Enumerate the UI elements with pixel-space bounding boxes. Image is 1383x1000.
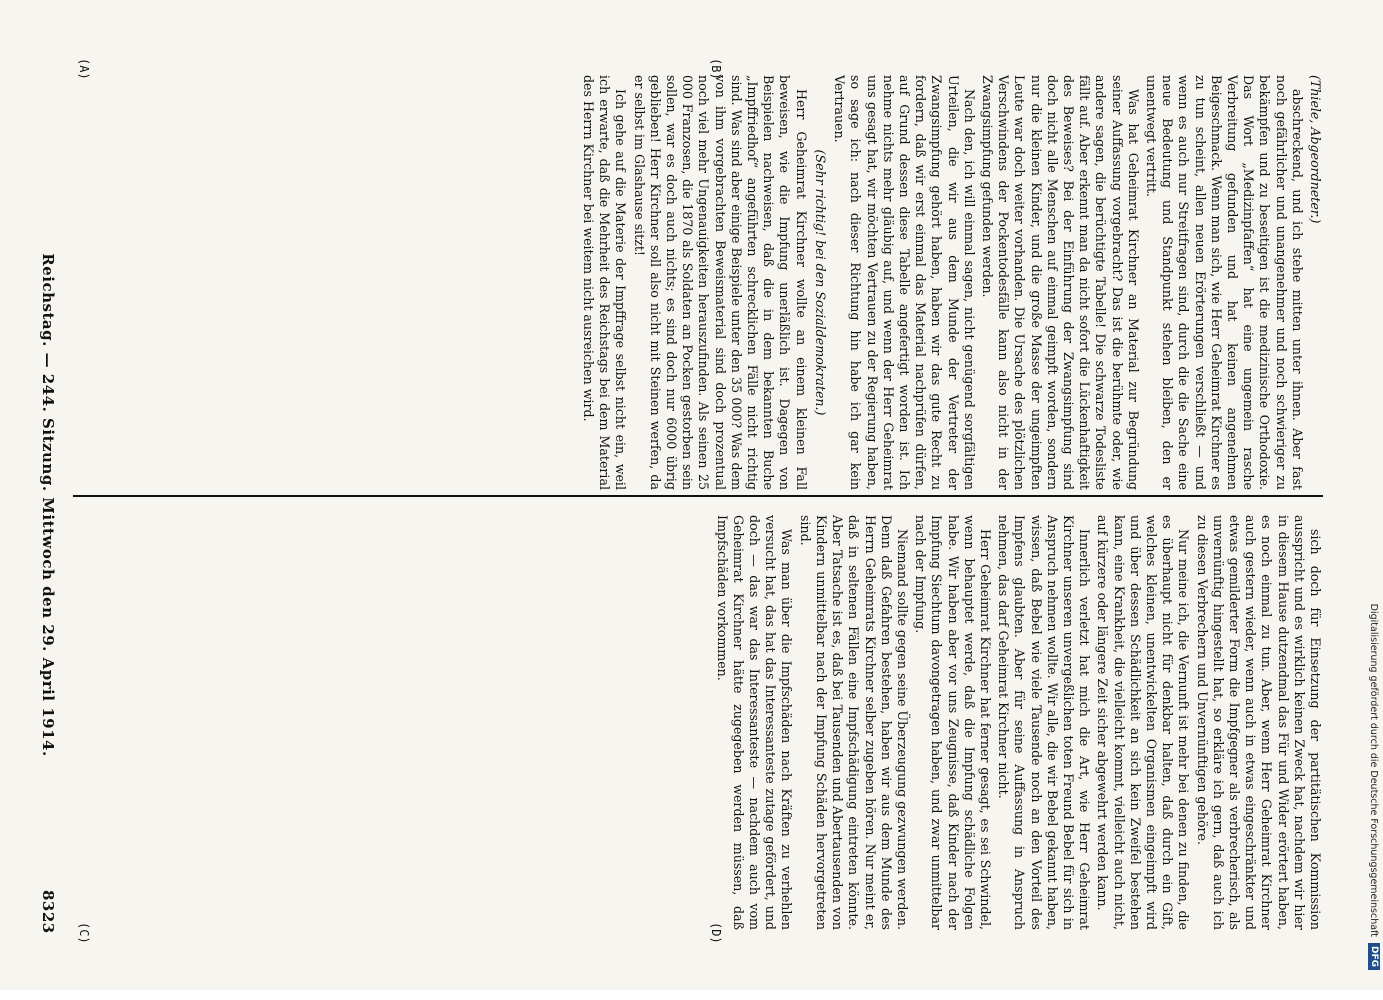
paragraph: Was hat Geheimrat Kirchner an Material zur Begründung seiner Auffassung vorgebracht? Das ist die berühmte oder, wie andere sagen, die berüchtigte Tabelle! Die schwarze Todesliste fällt auf. Aber erkennt man da nicht sofort die Lückenhaftigkeit des Beweises? Bei der Einführung der Zwangsimpfung sind doch nicht alle Menschen auf einmal geimpft worden, sondern nur die kleinen Kinder, und die große Masse der ungeimpften Leute war doch weiter vorhanden. Die Ursache des plötzlichen Verschwindens der Pockentodesfälle kann also nicht in der Zwangsimpfung gefunden werden. bbox=[979, 75, 1141, 490]
paragraph: Innerlich verletzt hat mich die Art, wie Herr Geheimrat Kirchner unseren unvergeßlichen toten Freund Bebel für sich in Anspruch nehmen wollte. Wir alle, die wir Bebel gekannt haben, wissen, daß Bebel wie viele Tausende noch an den Vorteil des Impfens glaubten. Aber für seine Auffassung in Anspruch nehmen, das darf Geheimrat Kirchner nicht. bbox=[996, 515, 1093, 930]
dfg-logo: DFG bbox=[1368, 943, 1380, 970]
margin-marker-a: (A) bbox=[77, 58, 91, 80]
left-column bbox=[73, 75, 1323, 490]
digitization-credit bbox=[1365, 0, 1383, 990]
interjection: (Sehr richtig! bei den Sozialdemokraten.) bbox=[812, 149, 828, 416]
paragraph: sich doch für Einsetzung der partitätischen Kommission ausspricht und es wirklich keinen Zweck hat, nachdem wir hier in diesem Hause dutzendmal das Für und Wider erörtert haben, es noch einmal zu tun. Aber, wenn Herr Geheimrat Kirchner auch gestern wieder, wenn auch in etwas eingeschränkter und etwas gemilderter Form die Impfgegner als verbrecherisch, als unvernünftig hingestellt hat, so erkläre ich gern, daß auch ich zu diesen Verbrechern und Unvernünftigen gehöre. bbox=[1194, 515, 1323, 930]
paragraph: Niemand sollte gegen seine Überzeugung gezwungen werden. Denn daß Gefahren bestehen, haben wir aus dem Munde des Herrn Geheimrats Kirchner selber zugeben hören. Nur meint er, daß in seltenen Fällen eine Impfschädigung eintreten könnte. Aber Tatsache ist es, daß bei Tausenden und Abertausenden von Kindern unmittelbar nach der Impfung Schäden hervorgetreten sind. bbox=[797, 515, 910, 930]
column-divider bbox=[73, 495, 1323, 497]
page-header bbox=[33, 60, 63, 950]
paragraph: Nach den, ich will einmal sagen, nicht genügend sorgfältigen Urteilen, die wir aus dem Munde der Vertreter der Zwangsimpfung gehört haben, haben wir das gute Recht zu fordern, daß wir erst einmal das Material nachprüfen dürfen, auf Grund dessen diese Tabelle angefertigt worden ist. Ich nehme nichts mehr gläubig auf, und wenn der Herr Geheimrat uns gesagt hat, wir möchten Vertrauen zu der Regierung haben, so sage ich: nach dieser Richtung hin habe ich gar kein Vertrauen. bbox=[832, 75, 977, 490]
speaker-label: (Thiele, Abgeordneter.) bbox=[1308, 75, 1323, 224]
right-column bbox=[73, 515, 1323, 930]
margin-marker-c: (C) bbox=[77, 922, 91, 944]
margin-marker-b: (B) bbox=[709, 58, 723, 80]
credit-text: Digitalisierung gefördert durch die Deutsche Forschungsgemeinschaft bbox=[1368, 603, 1380, 937]
paragraph: abschreckend, und ich stehe mitten unter ihnen. Aber fast noch gefährlicher und unangenehmer und noch schwieriger zu bekämpfen und zu beseitigen ist die medizinische Orthodoxie. Das Wort „Medizinpfaffen“ hat eine ungemein rasche Verbreitung gefunden und hat keinen angenehmen Beigeschmack. Wenn man sich, wie Herr Geheimrat Kirchner es zu tun scheint, allen neuen Erörterungen verschließt — und wenn es auch nur Streitfragen sind, durch die die Sache eine neue Bedeutung und Standpunkt stehen bleiben, den er unentwegt vertritt. bbox=[1143, 75, 1305, 490]
margin-marker-d: (D) bbox=[709, 922, 723, 944]
header-title: Reichstag. — 244. Sitzung. Mittwoch den 29. April 1914. bbox=[39, 253, 57, 757]
paragraph: Herr Geheimrat Kirchner hat ferner gesagt, es sei Schwindel, wenn behauptet werde, daß die Impfung schädliche Folgen habe. Wir haben aber vor uns Zeugnisse, daß Kinder nach der Impfung Siechtum davongetragen haben, und zwar unmittelbar nach der Impfung. bbox=[913, 515, 993, 930]
paragraph: Nur meine ich, die Vernunft ist mehr bei denen zu finden, die es überhaupt nicht für denkbar halten, daß durch ein Gift, welches kleinen, unentwickelten Organismen eingeimpft wird und über dessen Schädlichkeit an sich kein Zweifel bestehen kann, eine Krankheit, die vielleicht kommt, vielleicht auch nicht, auf kürzere oder längere Zeit sicher abgewehrt werden kann. bbox=[1095, 515, 1192, 930]
page-number: 8323 bbox=[39, 890, 57, 934]
paragraph: Herr Geheimrat Kirchner wollte an einem kleinen Fall beweisen, wie die Impfung unerläßlich ist. Dagegen von Beispielen nachweisen, daß die in dem bekannten Buche „Impffriedhof“ angeführten schrecklichen Fälle nicht richtig sind. Was sind aber einige Beispiele unter den 35 000? Was dem von ihm vorgebrachten Beweismaterial sind doch prozentual noch viel mehr Ungenauigkeiten herauszufinden. Als seinen 25 000 Franzosen, die 1870 als Soldaten an Pocken gestorben sein sollen, war es doch auch nichts; es sind doch nur 6000 übrig geblieben! Herr Kirchner soll also nicht mit Steinen werfen, da er selbst im Glashause sitzt! bbox=[631, 75, 809, 490]
paragraph: Ich gehe auf die Materie der Impffrage selbst nicht ein, weil ich erwarte, daß die Mehrheit des Reichstags bei dem Material des Herrn Kirchner bei weitem nicht ausreichen wird. bbox=[581, 75, 629, 490]
paragraph: Was man über die Impfschäden nach Kräften zu verhehlen versucht hat, das hat das Interessanteste zutage gefördert, und doch — das war das Interessanteste — nachdem auch vom Geheimrat Kirchner hätte zugegeben werden müssen, daß Impfschäden vorkommen. bbox=[714, 515, 795, 930]
